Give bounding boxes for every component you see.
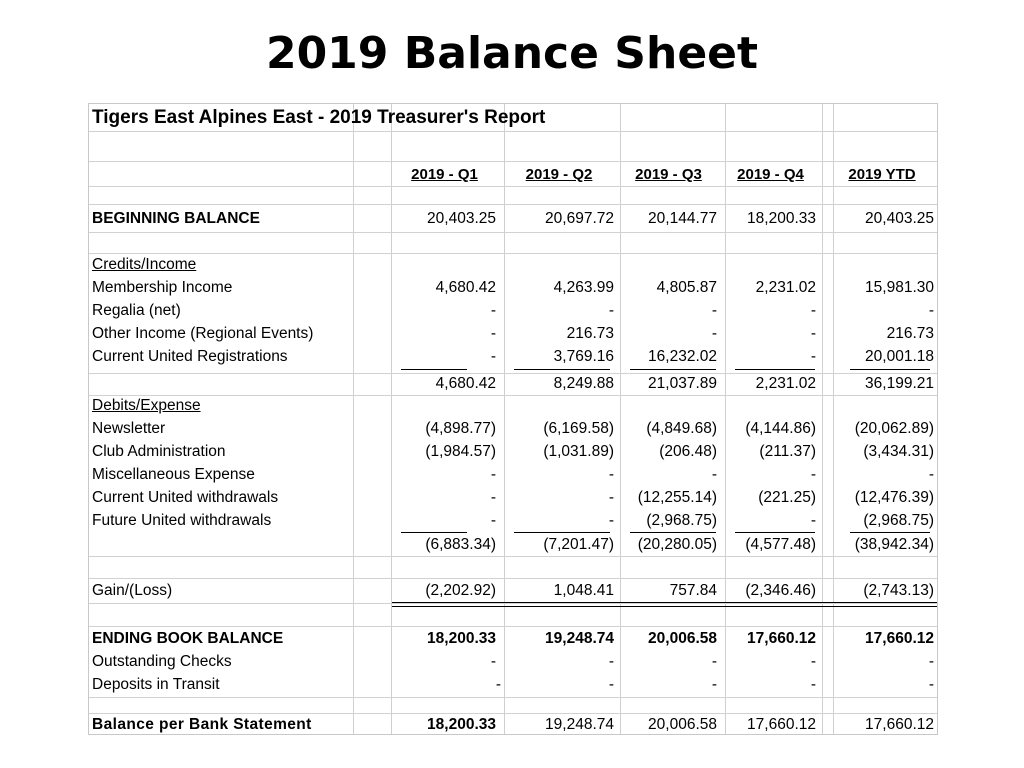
value-q3: - xyxy=(711,324,717,342)
value-q2: - xyxy=(608,511,614,529)
ending-balance-row xyxy=(89,627,937,650)
row-label: Membership Income xyxy=(92,278,233,296)
gain-loss-row xyxy=(89,579,937,603)
value-q2: 8,249.88 xyxy=(553,375,614,392)
table-row xyxy=(89,509,937,532)
column-header-row xyxy=(89,162,937,186)
value-ytd: 17,660.12 xyxy=(865,715,934,733)
credits-heading: Credits/Income xyxy=(92,256,197,273)
double-underline xyxy=(392,602,937,607)
value-q1: (6,883.34) xyxy=(425,536,496,553)
value-q3: 16,232.02 xyxy=(648,347,717,365)
value-ytd: 15,981.30 xyxy=(865,278,934,296)
value-q4: 2,231.02 xyxy=(755,278,816,296)
value-q1: - xyxy=(495,675,501,693)
value-q3: - xyxy=(711,652,717,670)
table-row xyxy=(89,463,937,486)
value-q4: - xyxy=(810,652,816,670)
row-label: Future United withdrawals xyxy=(92,511,272,529)
table-row xyxy=(89,486,937,509)
value-ytd: - xyxy=(928,652,934,670)
subtotal-rule xyxy=(514,532,610,533)
value-q3: - xyxy=(711,675,717,693)
value-ytd: (38,942.34) xyxy=(854,536,934,553)
value-q2: (7,201.47) xyxy=(543,536,614,553)
value-ytd: 20,403.25 xyxy=(865,210,934,227)
value-ytd: - xyxy=(928,675,934,693)
value-q3: 757.84 xyxy=(669,582,717,599)
row-label: Current United Registrations xyxy=(92,347,288,365)
value-q1: - xyxy=(490,488,496,506)
value-q4: - xyxy=(810,465,816,483)
column-header-ytd: 2019 YTD xyxy=(848,165,916,183)
subtotal-rule xyxy=(850,532,930,533)
value-q3: (206.48) xyxy=(659,442,717,460)
row-label: Deposits in Transit xyxy=(92,675,220,693)
value-q4: (221.25) xyxy=(758,488,816,506)
value-q1: 20,403.25 xyxy=(427,210,496,227)
row-label: Club Administration xyxy=(92,442,226,460)
column-header-q4: 2019 - Q4 xyxy=(737,165,804,183)
report-title-row xyxy=(89,104,937,132)
table-row xyxy=(89,322,937,345)
value-q2: - xyxy=(608,488,614,506)
report-title: Tigers East Alpines East - 2019 Treasurer's Report xyxy=(92,107,546,128)
subtotal-rule xyxy=(735,369,815,370)
subtotal-rule xyxy=(401,369,467,370)
value-q4: 17,660.12 xyxy=(747,715,816,733)
row-label: Gain/(Loss) xyxy=(92,582,173,599)
subtotal-rule xyxy=(514,369,610,370)
value-ytd: 17,660.12 xyxy=(865,629,934,647)
value-q3: (2,968.75) xyxy=(646,511,717,529)
column-header-q2: 2019 - Q2 xyxy=(525,165,593,183)
treasurer-report-table xyxy=(88,103,938,735)
value-q1: - xyxy=(490,652,496,670)
value-q1: 4,680.42 xyxy=(435,278,496,296)
value-q3: 20,144.77 xyxy=(648,210,717,227)
value-q1: (4,898.77) xyxy=(425,419,496,437)
value-q3: (20,280.05) xyxy=(637,536,717,553)
subtotal-rule xyxy=(630,532,716,533)
value-q4: - xyxy=(810,675,816,693)
value-q1: - xyxy=(490,347,496,365)
credits-heading-row xyxy=(89,254,937,276)
value-q1: (1,984.57) xyxy=(425,442,496,460)
value-q1: - xyxy=(490,301,496,319)
value-q4: - xyxy=(810,347,816,365)
value-ytd: (2,968.75) xyxy=(863,511,934,529)
value-q2: 1,048.41 xyxy=(553,582,614,599)
value-ytd: 216.73 xyxy=(886,324,934,342)
value-q3: 20,006.58 xyxy=(648,715,717,733)
table-row xyxy=(89,299,937,322)
value-q3: 4,805.87 xyxy=(656,278,717,296)
value-q4: (4,577.48) xyxy=(745,536,816,553)
subtotal-rule xyxy=(850,369,930,370)
value-q4: - xyxy=(810,511,816,529)
value-q2: - xyxy=(608,675,614,693)
value-q3: 21,037.89 xyxy=(648,375,717,392)
value-q2: 19,248.74 xyxy=(545,629,614,647)
credits-total-row xyxy=(89,373,937,395)
row-label: Outstanding Checks xyxy=(92,652,232,670)
value-ytd: - xyxy=(928,465,934,483)
outstanding-checks-row xyxy=(89,650,937,673)
column-header-q1: 2019 - Q1 xyxy=(411,165,478,183)
value-q1: - xyxy=(490,511,496,529)
value-q2: (6,169.58) xyxy=(543,419,614,437)
subtotal-rule xyxy=(401,532,467,533)
value-q1: 4,680.42 xyxy=(435,375,496,392)
value-q2: - xyxy=(608,301,614,319)
value-q4: (211.37) xyxy=(759,442,816,460)
deposits-in-transit-row xyxy=(89,673,937,696)
value-ytd: (20,062.89) xyxy=(854,419,934,437)
table-row xyxy=(89,417,937,440)
subtotal-rule xyxy=(630,369,716,370)
value-q2: 19,248.74 xyxy=(545,715,614,733)
table-row xyxy=(89,276,937,299)
value-q3: (4,849.68) xyxy=(646,419,717,437)
value-q2: (1,031.89) xyxy=(543,442,614,460)
value-q2: - xyxy=(608,465,614,483)
value-q3: (12,255.14) xyxy=(637,488,717,506)
value-ytd: 20,001.18 xyxy=(865,347,934,365)
value-q2: 3,769.16 xyxy=(553,347,614,365)
value-q4: (2,346.46) xyxy=(745,582,816,599)
value-ytd: - xyxy=(928,301,934,319)
table-row xyxy=(89,440,937,463)
value-q2: 4,263.99 xyxy=(553,278,614,296)
debits-heading: Debits/Expense xyxy=(92,397,201,414)
bank-statement-row xyxy=(89,713,937,736)
value-q2: 216.73 xyxy=(566,324,614,342)
table-row xyxy=(89,345,937,368)
value-q1: (2,202.92) xyxy=(425,582,496,599)
row-label: ENDING BOOK BALANCE xyxy=(92,629,284,647)
subtotal-rule xyxy=(735,532,815,533)
value-ytd: 36,199.21 xyxy=(865,375,934,392)
beginning-balance-row xyxy=(89,207,937,231)
row-label: Newsletter xyxy=(92,419,166,437)
value-q1: - xyxy=(490,324,496,342)
value-q4: 2,231.02 xyxy=(755,375,816,392)
row-label: Balance per Bank Statement xyxy=(92,715,312,733)
value-q4: - xyxy=(810,301,816,319)
value-q4: 17,660.12 xyxy=(747,629,816,647)
row-label: BEGINNING BALANCE xyxy=(92,210,260,227)
debits-total-row xyxy=(89,534,937,556)
value-q2: - xyxy=(608,652,614,670)
row-label: Miscellaneous Expense xyxy=(92,465,255,483)
value-q4: 18,200.33 xyxy=(747,210,816,227)
value-q3: 20,006.58 xyxy=(648,629,717,647)
debits-heading-row xyxy=(89,395,937,417)
row-label: Current United withdrawals xyxy=(92,488,279,506)
value-q1: - xyxy=(490,465,496,483)
slide-title: 2019 Balance Sheet xyxy=(265,28,759,79)
value-q3: - xyxy=(711,301,717,319)
value-ytd: (12,476.39) xyxy=(854,488,934,506)
value-q1: 18,200.33 xyxy=(427,715,496,733)
row-label: Other Income (Regional Events) xyxy=(92,324,314,342)
column-header-q3: 2019 - Q3 xyxy=(635,165,702,183)
row-label: Regalia (net) xyxy=(92,301,181,319)
value-q4: - xyxy=(810,324,816,342)
value-ytd: (3,434.31) xyxy=(863,442,934,460)
value-ytd: (2,743.13) xyxy=(863,582,934,599)
value-q1: 18,200.33 xyxy=(427,629,496,647)
value-q2: 20,697.72 xyxy=(545,210,614,227)
value-q3: - xyxy=(711,465,717,483)
value-q4: (4,144.86) xyxy=(745,419,816,437)
